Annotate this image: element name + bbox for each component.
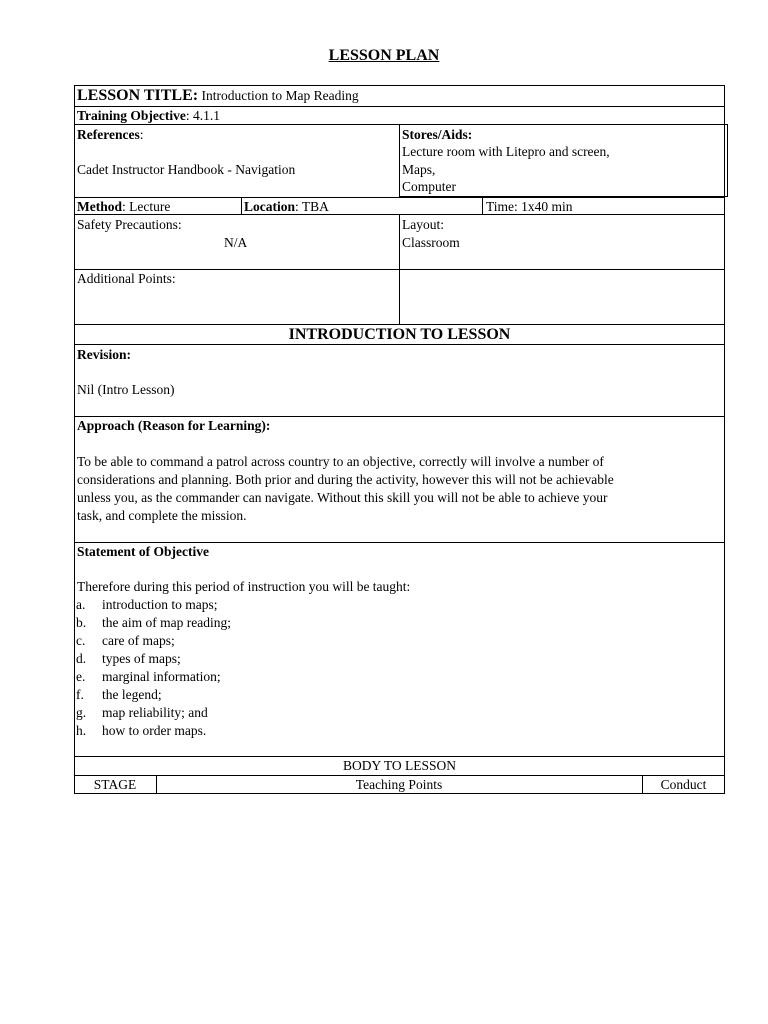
training-objective-value: : 4.1.1 <box>185 108 221 123</box>
list-item <box>76 704 208 722</box>
list-text: the legend; <box>102 687 162 702</box>
statement-intro: Therefore during this period of instruction you will be taught: <box>77 579 411 594</box>
revision-value: Nil (Intro Lesson) <box>77 382 175 397</box>
location-label: Location <box>244 199 296 214</box>
layout-value: Classroom <box>402 235 460 250</box>
layout-label: Layout: <box>402 217 444 232</box>
time-cell: Time: 1x40 min <box>486 199 573 214</box>
introduction-heading: INTRODUCTION TO LESSON <box>288 326 511 343</box>
list-item <box>76 614 231 632</box>
list-text: marginal information; <box>102 669 221 684</box>
column-header-stage: STAGE <box>93 777 137 792</box>
list-letter: d. <box>76 651 87 666</box>
divider <box>241 197 242 214</box>
list-letter: f. <box>76 687 84 702</box>
method-value: : Lecture <box>122 199 171 214</box>
list-text: introduction to maps; <box>102 597 218 612</box>
safety-value: N/A <box>224 235 248 250</box>
lesson-title-label: LESSON TITLE: <box>77 87 199 104</box>
body-to-lesson-heading: BODY TO LESSON <box>342 758 457 773</box>
references-label: References <box>77 127 140 142</box>
statement-label: Statement of Objective <box>77 544 209 559</box>
training-objective-label: Training Objective <box>77 108 186 123</box>
stores-aids-line: Computer <box>402 179 456 194</box>
list-letter: a. <box>76 597 86 612</box>
divider <box>74 197 725 198</box>
method-label: Method <box>77 199 122 214</box>
location-value: : TBA <box>295 199 329 214</box>
stores-aids-label: Stores/Aids: <box>402 127 473 142</box>
list-text: map reliability; and <box>102 705 208 720</box>
list-letter: c. <box>76 633 86 648</box>
list-text: how to order maps. <box>102 723 207 738</box>
divider <box>482 197 483 214</box>
document-heading: LESSON PLAN <box>328 47 440 64</box>
list-text: care of maps; <box>102 633 175 648</box>
lesson-title-value: Introduction to Map Reading <box>201 88 359 103</box>
column-header-teaching-points: Teaching Points <box>355 777 443 792</box>
list-item <box>76 686 162 704</box>
additional-points-label: Additional Points: <box>77 271 176 286</box>
approach-line: task, and complete the mission. <box>77 508 247 523</box>
list-item <box>76 668 221 686</box>
list-text: types of maps; <box>102 651 181 666</box>
list-letter: e. <box>76 669 86 684</box>
divider <box>74 344 725 345</box>
list-item <box>76 722 206 740</box>
list-item <box>76 632 175 650</box>
list-item <box>76 650 181 668</box>
location-cell <box>244 198 329 216</box>
approach-line: To be able to command a patrol across country to an objective, correctly will involve a number of <box>77 454 604 469</box>
revision-label: Revision: <box>77 347 131 362</box>
approach-label: Approach (Reason for Learning): <box>77 418 271 433</box>
stores-aids-line: Maps, <box>402 162 436 177</box>
list-item <box>76 596 218 614</box>
references-row <box>77 126 143 144</box>
list-letter: h. <box>76 723 87 738</box>
list-letter: g. <box>76 705 87 720</box>
list-text: the aim of map reading; <box>102 615 231 630</box>
lesson-title-row <box>77 87 359 105</box>
references-value: Cadet Instructor Handbook - Navigation <box>77 162 296 177</box>
approach-line: unless you, as the commander can navigate. Without this skill you will not be able to achieve your <box>77 490 608 505</box>
list-letter: b. <box>76 615 87 630</box>
stores-aids-line: Lecture room with Litepro and screen, <box>402 144 610 159</box>
column-header-conduct: Conduct <box>660 777 707 792</box>
training-objective-row <box>77 107 220 125</box>
references-colon: : <box>139 127 144 142</box>
approach-line: considerations and planning. Both prior and during the activity, however this will not be achievable <box>77 472 614 487</box>
divider <box>399 214 400 324</box>
method-cell <box>77 198 170 216</box>
safety-label: Safety Precautions: <box>77 217 182 232</box>
